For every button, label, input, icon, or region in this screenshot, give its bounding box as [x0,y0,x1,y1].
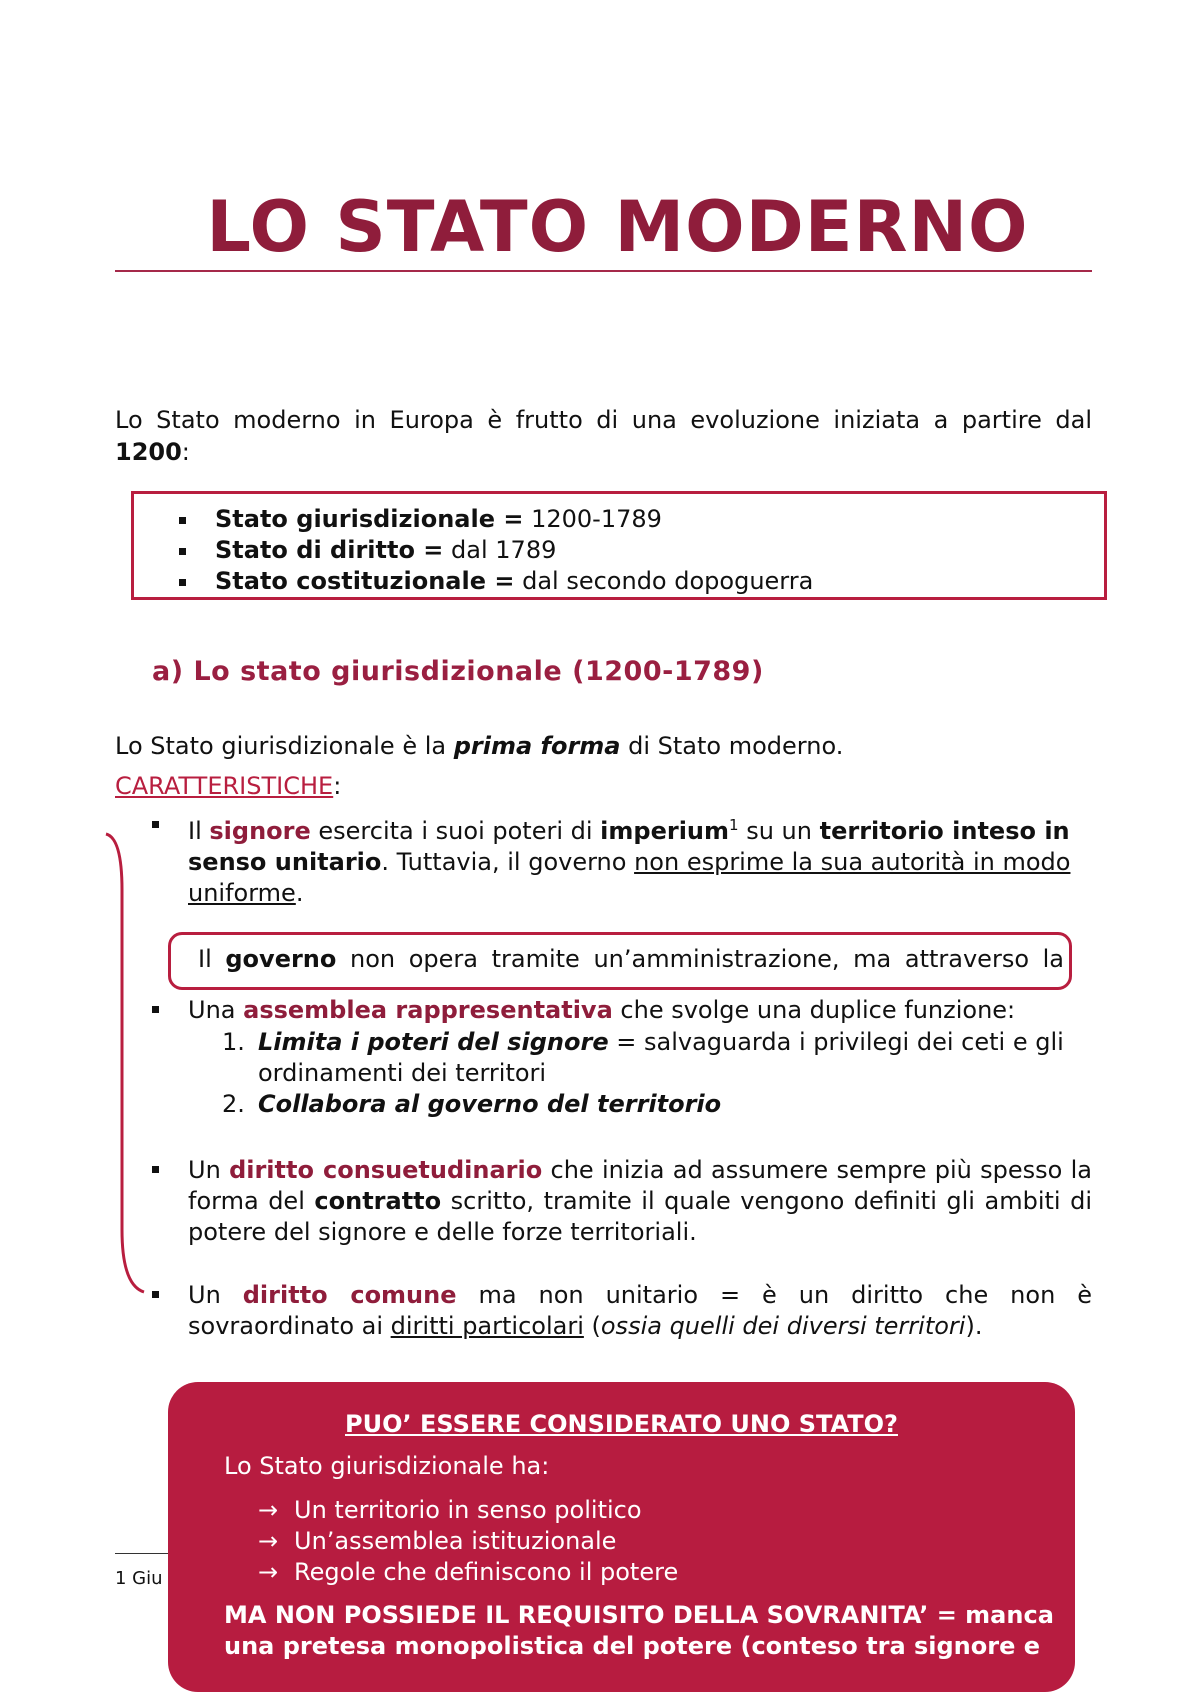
callout-item-text: Un’assemblea istituzionale [294,1527,617,1555]
overview-list [179,504,813,597]
bullet-underlined: non esprime la sua autorità in modo uniforme [188,848,1071,907]
bullet-text: ma non unitario = è un diritto che non è sovraordinato ai [188,1281,1093,1340]
overview-label: Stato di diritto = [215,536,444,564]
arrow-right-icon: → [258,1496,279,1524]
list-item [152,1280,1092,1342]
bullet-bold: imperium [600,817,730,845]
bullet-text: che svolge una duplice funzione: [612,996,1016,1024]
numbered-item [222,1027,1092,1089]
caratteristiche-heading [115,772,341,800]
square-bullet-icon [152,1006,159,1013]
overview-item [179,535,813,566]
overview-value: dal 1789 [443,536,557,564]
bullet-text: scritto, tramite il quale vengono definiti gli ambiti di potere del signore e delle forze territoriali. [188,1187,1092,1246]
square-bullet-icon [152,821,159,828]
intro-paragraph [115,404,1092,468]
square-bullet-icon [179,548,186,555]
bullet-keyword: signore [209,817,311,845]
governo-text [198,945,1064,973]
list-item [152,810,1092,909]
item-text: = salvaguarda i privilegi dei ceti e gli ordinamenti dei territori [258,1028,1064,1087]
callout-item-text: Un territorio in senso politico [294,1496,642,1524]
footnote: 1 Giu [115,1568,163,1589]
overview-label: Stato costituzionale = [215,567,515,595]
bullet-text: Il [188,817,210,845]
paragraph-text: di Stato moderno. [620,732,844,760]
callout-warning [224,1600,1075,1662]
bullet-underlined: diritti particolari [390,1312,584,1340]
arrow-right-icon: → [258,1527,279,1555]
bullet-italic: ossia quelli dei diversi territori [600,1312,966,1340]
bullet-bold: contratto [314,1187,442,1215]
bullet-text: su un [738,817,820,845]
intro-colon: : [181,438,190,466]
numbered-item [222,1089,1092,1120]
bullet-bold: territorio inteso in senso unitario [188,817,1070,876]
paragraph [115,732,843,760]
intro-year: 1200 [115,438,182,466]
callout-title: PUO’ ESSERE CONSIDERATO UNO STATO? [345,1410,898,1438]
item-number: 1. [222,1028,245,1056]
callout-item [258,1526,678,1557]
governo-text-part: Il [198,945,226,973]
callout-list [258,1495,678,1588]
bullet-text: ). [965,1312,983,1340]
callout-box [168,1382,1075,1692]
square-bullet-icon [179,579,186,586]
caratteristiche-label: CARATTERISTICHE [115,772,334,800]
bullet-keyword: assemblea rappresentativa [243,996,613,1024]
bullet-keyword: diritto comune [242,1281,457,1309]
bullet-text: Un [188,1281,243,1309]
governo-bold: governo [225,945,337,973]
intro-text: Lo Stato moderno in Europa è frutto di una evoluzione iniziata a partire dal [115,406,1092,434]
bullet-text: Una [188,996,244,1024]
page-title: LO STATO MODERNO [206,186,1029,268]
bullet-text: . [295,879,304,907]
bracket-line [100,830,150,1300]
callout-intro: Lo Stato giurisdizionale ha: [224,1452,550,1480]
overview-label: Stato giurisdizionale = [215,505,524,533]
overview-item [179,566,813,597]
paragraph-text: Lo Stato giurisdizionale è la [115,732,454,760]
paragraph-emphasis: prima forma [453,732,621,760]
numbered-list [222,1027,1092,1120]
arrow-right-icon: → [258,1558,279,1586]
section-heading: a) Lo stato giurisdizionale (1200-1789) [152,656,764,687]
item-bold: Collabora al governo del territorio [258,1090,722,1118]
callout-item [258,1557,678,1588]
square-bullet-icon [152,1166,159,1173]
footnote-ref: 1 [729,816,739,834]
list-item [152,1155,1092,1248]
bullet-text: Un [188,1156,230,1184]
title-rule [115,270,1092,272]
callout-item [258,1495,678,1526]
overview-value: 1200-1789 [523,505,662,533]
overview-box [131,491,1107,600]
governo-text-part: non opera tramite un’amministrazione, ma attraverso la [336,945,1064,973]
caratteristiche-colon: : [333,772,342,800]
item-number: 2. [222,1090,245,1118]
bullet-text: che inizia ad assumere sempre più spesso la forma del [188,1156,1092,1215]
callout-item-text: Regole che definiscono il potere [294,1558,679,1586]
bullet-text: ( [583,1312,601,1340]
overview-value: dal secondo dopoguerra [514,567,814,595]
list-item [152,995,1092,1026]
overview-item [179,504,813,535]
bullet-keyword: diritto consuetudinario [229,1156,543,1184]
callout-warning-line: una pretesa monopolistica del potere (conteso tra signore e [224,1632,1040,1660]
square-bullet-icon [179,517,186,524]
bullet-text: esercita i suoi poteri di [310,817,601,845]
bullet-text: . Tuttavia, il governo [381,848,635,876]
item-bold: Limita i poteri del signore [258,1028,609,1056]
square-bullet-icon [152,1291,159,1298]
callout-warning-line: MA NON POSSIEDE IL REQUISITO DELLA SOVRANITA’ = manca [224,1601,1054,1629]
